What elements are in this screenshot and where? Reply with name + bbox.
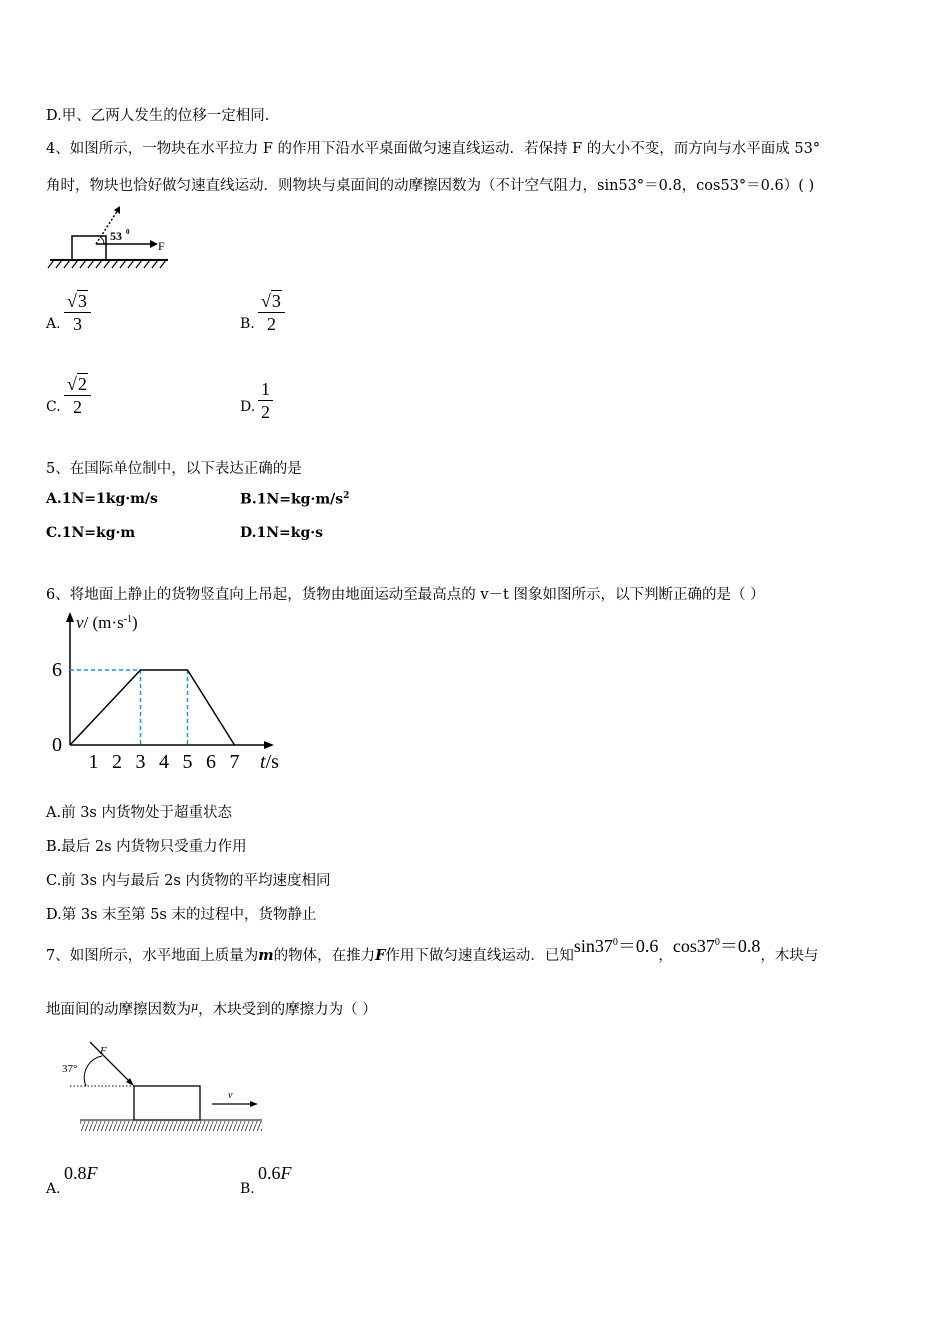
q7-mu-symbol: μ bbox=[191, 1000, 199, 1013]
q7-velocity-label: v bbox=[228, 1090, 233, 1101]
q4-option-a-fraction: $\frac{√3}{3}$ bbox=[64, 290, 91, 335]
q7-mass-symbol: m bbox=[258, 947, 274, 964]
q4-option-c-label: C. bbox=[46, 399, 61, 415]
q4-option-d-label: D. bbox=[240, 399, 256, 415]
q6-dashed-guides bbox=[70, 670, 188, 745]
q5-stem: 5、在国际单位制中，以下表达正确的是 bbox=[46, 461, 302, 477]
q3-option-d: D.甲、乙两人发生的位移一定相同. bbox=[46, 108, 270, 124]
q7-push-figure bbox=[56, 1034, 266, 1140]
q6-option-c: C.前 3s 内与最后 2s 内货物的平均速度相同 bbox=[46, 873, 331, 889]
q4-option-c-radicand: 2 bbox=[77, 374, 87, 394]
q4-option-c-den: 2 bbox=[72, 397, 82, 417]
q6-y-axis-arrow bbox=[66, 612, 74, 622]
q6-x-tick-7: 7 bbox=[229, 751, 240, 773]
q4-angle-label: 53 bbox=[110, 229, 122, 243]
q7-force-label: F bbox=[100, 1045, 107, 1057]
q7-option-b-label: B. bbox=[240, 1181, 255, 1197]
q4-option-a-label: A. bbox=[46, 316, 61, 332]
q4-option-b-fraction: $\frac{√3}{2}$ bbox=[258, 290, 285, 335]
q4-ground-hatch bbox=[48, 260, 166, 268]
q7-force-symbol: F bbox=[375, 947, 386, 964]
q6-y-tick-6: 6 bbox=[52, 659, 62, 681]
q7-block bbox=[134, 1086, 200, 1120]
q4-option-d-num: 1 bbox=[258, 378, 273, 401]
q7-cos-expr: $\cos 37^0=0.8$ bbox=[672, 936, 761, 956]
q4-option-d-fraction bbox=[258, 378, 273, 423]
q5-option-b bbox=[240, 491, 349, 508]
q7-stem-line2: 地面间的动摩擦因数为$^\mu$，木块受到的摩擦力为（ ） bbox=[46, 1000, 377, 1018]
q6-velocity-line bbox=[70, 670, 235, 745]
q4-stem-line1: 4、如图所示，一物块在水平拉力 F 的作用下沿水平桌面做匀速直线运动．若保持 F 的大小不变，而方向与水平面成 53° bbox=[46, 141, 821, 157]
q7-option-b-value: 0.6F bbox=[258, 1163, 292, 1183]
q7-option-a-value: 0.8F bbox=[64, 1163, 98, 1183]
q4-stem-line2: 角时，物块也恰好做匀速直线运动．则物块与桌面间的动摩擦因数为（不计空气阻力，sin53°＝0.8，cos53°＝0.6）( ) bbox=[46, 178, 815, 194]
q6-x-label: t/s bbox=[260, 751, 279, 773]
q4-option-a-den: 3 bbox=[72, 314, 82, 334]
q4-angle-degree: 0 bbox=[126, 228, 130, 236]
q6-x-tick-1: 1 bbox=[88, 751, 99, 773]
q4-option-a-radicand: 3 bbox=[77, 291, 87, 311]
q4-option-c-fraction: $\frac{√2}{2}$ bbox=[64, 373, 91, 418]
q6-x-axis-arrow bbox=[264, 741, 274, 749]
q4-force-label: F bbox=[158, 239, 165, 253]
q5-option-b-sup: 2 bbox=[343, 491, 350, 501]
q6-x-tick-6: 6 bbox=[206, 751, 216, 773]
q7-stem-line1: 7、如图所示，水平地面上质量为m的物体，在推力F作用下做匀速直线运动．已知$\sin 37^0=0.6$，$\cos 37^0=0.8$，木块与 bbox=[46, 936, 819, 964]
q5-option-c: C.1N=kg·m bbox=[46, 525, 136, 541]
q6-x-tick-3: 3 bbox=[135, 751, 146, 773]
q6-vt-graph bbox=[46, 610, 296, 780]
q6-option-a: A.前 3s 内货物处于超重状态 bbox=[46, 805, 232, 821]
q5-option-b-base: B.1N=kg·m/s bbox=[240, 491, 344, 508]
q6-stem: 6、将地面上静止的货物竖直向上吊起，货物由地面运动至最高点的 v－t 图象如图所示，以下判断正确的是（ ） bbox=[46, 587, 765, 603]
q4-option-b-label: B. bbox=[240, 316, 255, 332]
q4-option-d-den: 2 bbox=[261, 402, 270, 422]
q4-block-figure bbox=[46, 204, 172, 274]
q7-ground-hatch bbox=[80, 1121, 262, 1131]
q4-option-b-radicand: 3 bbox=[271, 291, 281, 311]
q7-option-a-label: A. bbox=[46, 1181, 61, 1197]
q6-y-label: v/ $(m\cdot s^{-1})$ bbox=[76, 613, 138, 632]
q7-force-arrow bbox=[90, 1042, 132, 1084]
q7-sin-expr: $\sin 37^0=0.6$ bbox=[573, 936, 659, 956]
q6-x-tick-4: 4 bbox=[159, 751, 169, 773]
q6-x-tick-2: 2 bbox=[112, 751, 122, 773]
q7-angle-label: 37° bbox=[62, 1063, 78, 1075]
q5-option-a: A.1N=1kg·m/s bbox=[46, 491, 158, 507]
q5-option-d: D.1N=kg·s bbox=[240, 525, 324, 541]
q6-option-d: D.第 3s 末至第 5s 末的过程中，货物静止 bbox=[46, 907, 317, 923]
q4-option-b-den: 2 bbox=[266, 314, 276, 334]
q6-option-b: B.最后 2s 内货物只受重力作用 bbox=[46, 839, 247, 855]
q6-x-tick-labels bbox=[89, 751, 240, 773]
q6-origin-label: 0 bbox=[52, 734, 62, 756]
q4-block bbox=[72, 236, 106, 260]
q6-x-tick-5: 5 bbox=[182, 751, 193, 773]
